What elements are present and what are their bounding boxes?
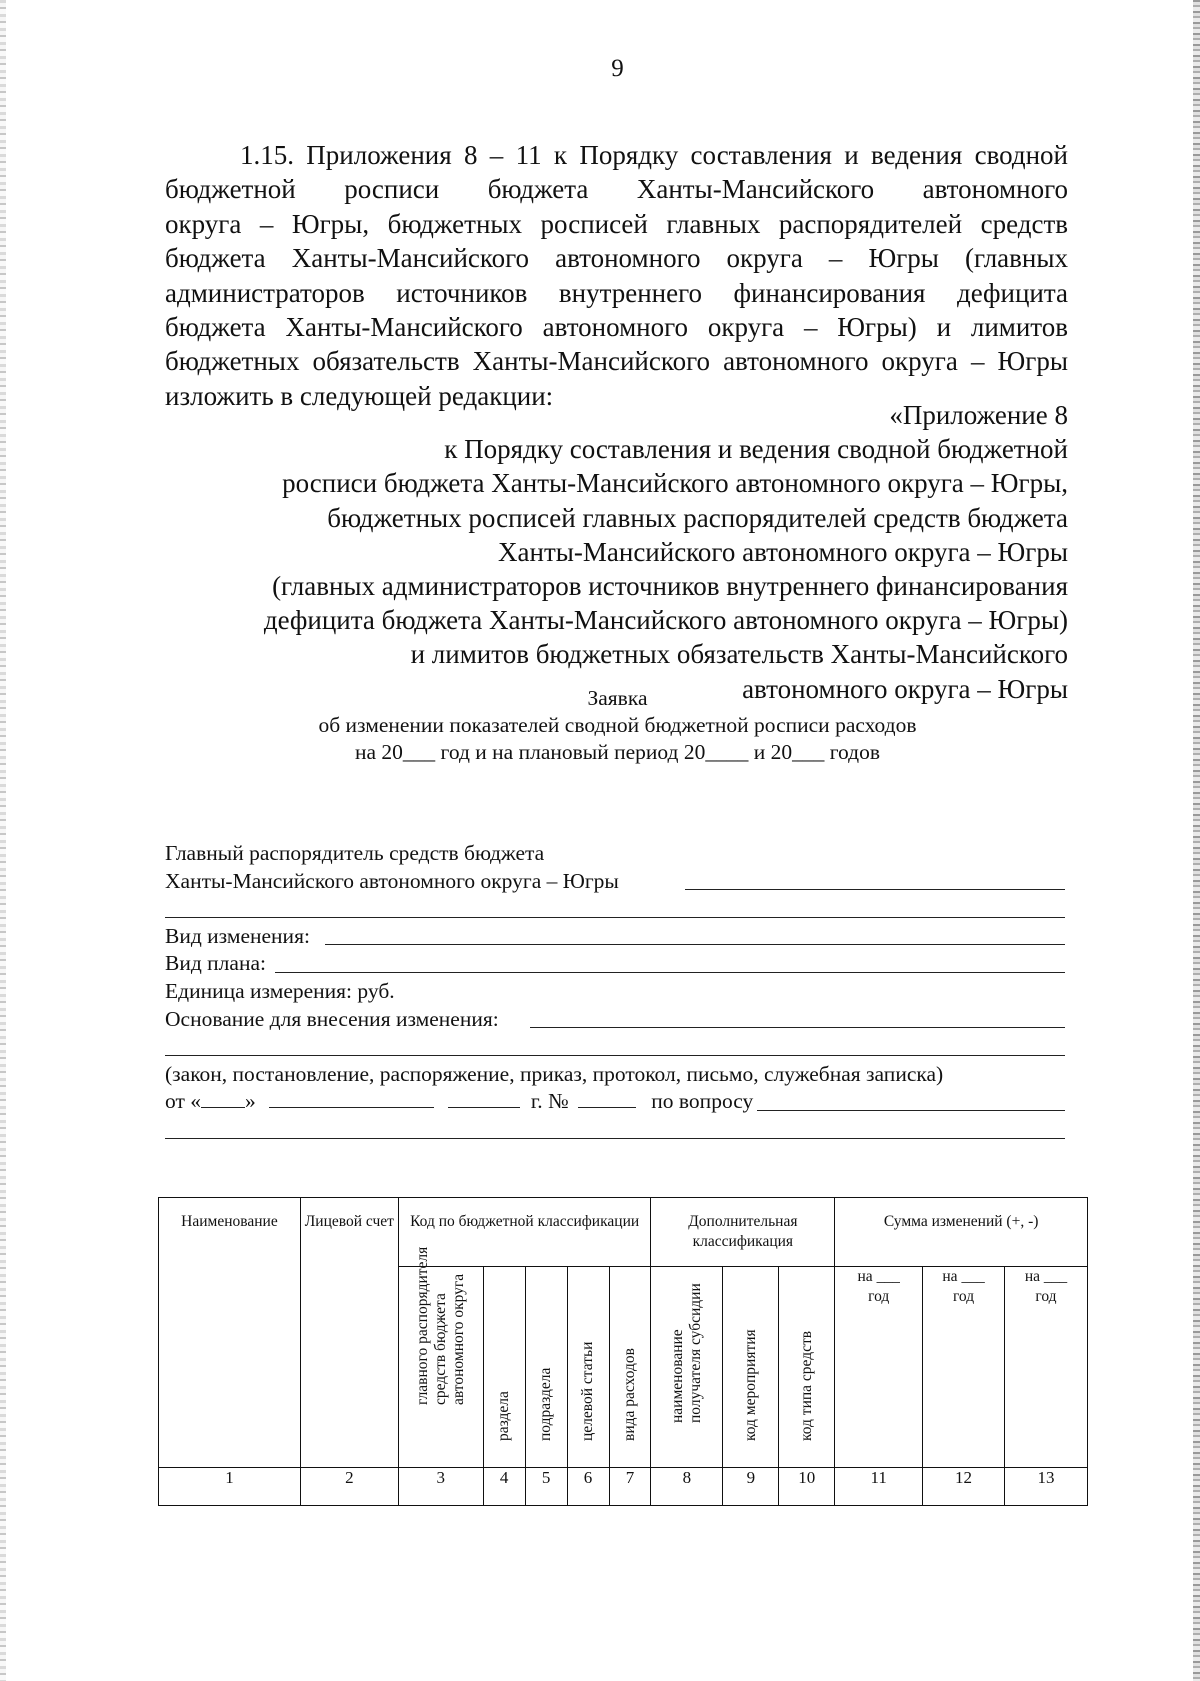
subheader-year-3 (1004, 1267, 1087, 1468)
page-number: 9 (611, 55, 624, 82)
appendix-line: автономного округа – Югры (742, 673, 1068, 704)
plan-type-input-line[interactable] (275, 972, 1065, 973)
manager-label-line2: Ханты-Мансийского автономного округа – Югры (165, 868, 619, 893)
subheader-section-text: раздела (495, 1391, 513, 1441)
column-number: 10 (779, 1468, 835, 1506)
subheader-section (483, 1267, 525, 1468)
basis-input-line[interactable] (530, 1027, 1065, 1028)
scan-edge-right (1193, 0, 1200, 1681)
vertical-header-line: наименование (668, 1329, 686, 1423)
column-number: 7 (609, 1468, 651, 1506)
subheader-subsection-text: подраздела (537, 1367, 555, 1441)
appendix-header (264, 398, 1068, 706)
subheader-funds-type (779, 1267, 835, 1468)
column-number: 4 (483, 1468, 525, 1506)
vertical-header-line: получателя субсидии (686, 1283, 704, 1423)
amendment-paragraph (165, 138, 1068, 413)
column-number: 8 (651, 1468, 723, 1506)
form-title-heading: Заявка (587, 686, 648, 710)
subheader-subsection (525, 1267, 567, 1468)
form-title (0, 685, 1200, 766)
paragraph-line: администраторов источников внутреннего финансирования дефицита (165, 277, 1068, 308)
appendix-line: «Приложение 8 (889, 400, 1068, 430)
paragraph-line: бюджетных обязательств Ханты-Мансийского автономного округа – Югры (165, 346, 1068, 377)
question-label: по вопросу (651, 1089, 754, 1114)
subheader-year-1 (835, 1267, 923, 1468)
paragraph-line: округа – Югры, бюджетных росписей главных распорядителей средств (165, 208, 1068, 239)
basis-input-line-2[interactable] (165, 1055, 1065, 1056)
column-numbers-row (159, 1468, 1088, 1506)
manager-input-line-2[interactable] (165, 917, 1065, 918)
appendix-line: и лимитов бюджетных обязательств Ханты-Мансийского (410, 639, 1068, 670)
subheader-event-code (723, 1267, 779, 1468)
subheader-recipient (651, 1267, 723, 1468)
header-sum-changes: Сумма изменений (+, -) (835, 1198, 1088, 1267)
column-number: 5 (525, 1468, 567, 1506)
column-number: 2 (300, 1468, 398, 1506)
column-number: 9 (723, 1468, 779, 1506)
column-number: 13 (1004, 1468, 1087, 1506)
header-account: Лицевой счет (300, 1198, 398, 1468)
paragraph-line: 1.15. Приложения 8 – 11 к Порядку составления и ведения сводной (240, 140, 1068, 170)
basis-label: Основание для внесения изменения: (165, 1006, 499, 1031)
form-title-subject: об изменении показателей сводной бюджетной росписи расходов (318, 713, 917, 737)
subheader-year-2 (923, 1267, 1005, 1468)
subheader-event-code-text: код мероприятия (741, 1329, 759, 1441)
appendix-line: бюджетных росписей главных распорядителей средств бюджета (327, 502, 1068, 533)
paragraph-line: бюджета Ханты-Мансийского автономного округа – Югры) и лимитов (165, 312, 1068, 343)
column-number: 12 (923, 1468, 1005, 1506)
request-table (158, 1197, 1088, 1506)
column-number: 3 (398, 1468, 483, 1506)
paragraph-line: изложить в следующей редакции: (165, 380, 554, 411)
year-header-line: на ___ (1024, 1268, 1068, 1285)
subheader-target-text: целевой статьи (579, 1341, 597, 1441)
vertical-header-line: автономного округа (449, 1273, 467, 1405)
appendix-line: росписи бюджета Ханты-Мансийского автономного округа – Югры, (282, 468, 1068, 499)
header-name: Наименование (159, 1198, 301, 1468)
date-close: » (245, 1089, 256, 1114)
question-input-line[interactable] (757, 1110, 1065, 1111)
subheader-expense-type (609, 1267, 651, 1468)
subheader-expense-type-text: вида расходов (620, 1348, 638, 1441)
day-input-line[interactable] (201, 1090, 245, 1108)
manager-input-line[interactable] (685, 889, 1065, 890)
year-header-line: год (868, 1288, 890, 1305)
unit-label: Единица измерения: руб. (165, 978, 395, 1003)
month-input-line[interactable] (269, 1090, 434, 1108)
basis-note: (закон, постановление, распоряжение, приказ, протокол, письмо, служебная записка) (165, 1061, 944, 1086)
vertical-header-line: главного распорядителя (413, 1246, 431, 1405)
appendix-line: дефицита бюджета Ханты-Мансийского автономного округа – Югры) (263, 605, 1068, 636)
subheader-target (567, 1267, 609, 1468)
subheader-main-manager (398, 1246, 483, 1468)
header-budget-code: Код по бюджетной классификации (398, 1198, 651, 1267)
manager-label-line1: Главный распорядитель средств бюджета (165, 841, 545, 865)
column-number: 6 (567, 1468, 609, 1506)
paragraph-line: бюджета Ханты-Мансийского автономного округа – Югры (главных (165, 243, 1068, 274)
change-type-input-line[interactable] (325, 944, 1065, 945)
column-number: 11 (835, 1468, 923, 1506)
year-header-line: год (952, 1288, 975, 1305)
appendix-line: (главных администраторов источников внутреннего финансирования (272, 571, 1068, 602)
form-fields (165, 840, 1065, 1144)
appendix-line: Ханты-Мансийского автономного округа – Югры (498, 536, 1068, 567)
header-additional: Дополнительная классификация (651, 1198, 835, 1267)
form-title-period: на 20___ год и на плановый период 20____ и 20___ годов (355, 740, 880, 764)
doc-number-label: г. № (530, 1089, 569, 1114)
subheader-recipient-text (669, 1283, 705, 1423)
date-prefix: от « (165, 1089, 201, 1114)
year-header-line: год (1035, 1288, 1057, 1305)
year-header-line: на ___ (857, 1268, 900, 1285)
question-input-line-2[interactable] (165, 1138, 1065, 1139)
subheader-funds-type-text: код типа средств (797, 1330, 815, 1441)
appendix-line: к Порядку составления и ведения сводной бюджетной (444, 434, 1068, 465)
change-type-label: Вид изменения: (165, 923, 310, 948)
paragraph-line: бюджетной росписи бюджета Ханты-Мансийского автономного (165, 174, 1068, 205)
plan-type-label: Вид плана: (165, 951, 266, 976)
vertical-header-line: средств бюджета (431, 1293, 449, 1405)
doc-number-input-line[interactable] (578, 1090, 636, 1108)
column-number: 1 (159, 1468, 301, 1506)
year-header-line: на ___ (942, 1268, 985, 1285)
subheader-main-manager-text (414, 1247, 468, 1405)
year-input-line[interactable] (448, 1090, 520, 1108)
scan-edge-left (0, 0, 6, 1681)
